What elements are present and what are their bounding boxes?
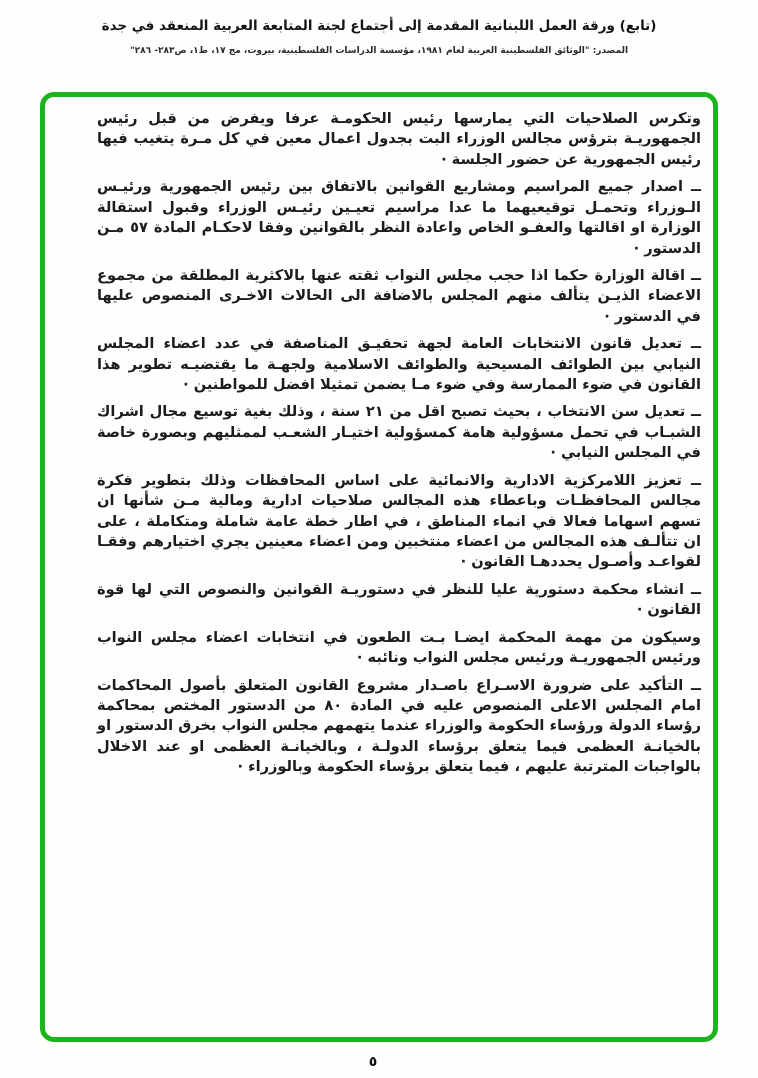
- paragraphs-container: [97, 109, 701, 778]
- paragraph: وتكرس الصلاحيات التي يمارسها رئيس الحكومـة عرفا ويفرض من قبل رئيس الجمهوريـة بترؤس مجالس الوزراء البت بجدول اعمال معين في كل مـرة يتغيب فيها رئيس الجمهورية عن حضور الجلسة ·: [97, 110, 701, 168]
- document-header: [0, 0, 758, 56]
- source-citation: المصدر: "الوثائق الفلسطينية العربية لعام ١٩٨١، مؤسسة الدراسات الفلسطينية، بيروت، مج ١٧، ط١، ص٢٨٣- ٢٨٦": [129, 46, 629, 56]
- paragraph: ــ تعزيز اللامركزية الادارية والانمائية على اساس المحافظات وذلك بتطوير فكرة مجالس المحافظـات وباعطاء هذه المجالس صلاحيات ادارية ومالية مـن شأنها ان تسهم اسهاما فعالا في انماء المناطق ، في اطار خطة عامة شاملة ومتكاملة ، على ان تتألـف هذه المجالس من اعضاء منتخبين ومن اعضاء معينين يجري اختيارهم وفقـا لقواعـد وأصـول يحددهـا القانون ·: [97, 471, 701, 571]
- page-title: (تابع) ورقة العمل اللبنانية المقدمة إلى أجتماع لجنة المتابعة العربية المنعقد في جدة: [101, 18, 657, 34]
- paragraph: ــ اصدار جميع المراسيم ومشاريع القوانين بالاتفاق بين رئيس الجمهورية ورئيـس الـوزراء وتحمـل توقيعيهما ما عدا مراسيم تعيـين رئيـس الوزراء وقبول استقالة الوزارة او اقالتها والعفـو الخاص واعادة النظر بالقوانين وفقا لاحكـام المادة ٥٧ مـن الدستور ·: [97, 178, 701, 257]
- page-number: ٥: [368, 1054, 378, 1070]
- paragraph: ــ التأكيد على ضرورة الاسـراع باصـدار مشروع القانون المتعلق بأصول المحاكمات امام المجلس الاعلى المنصوص عليه في المادة ٨٠ من الدستور المختص بمحاكمة رؤساء الدولة ورؤساء الحكومة والوزراء عندما يتهمهم مجلس النواب بخرق الدستور او بالخيانـة العظمى فيما يتعلق برؤساء الدولـة ، وبالخيانـة العظمى او عند الاخلال بالواجبات المترتبة عليهم ، فيما يتعلق برؤساء الحكومة وبالوزراء ·: [97, 676, 701, 776]
- paragraph: وسيكون من مهمة المحكمة ايضـا بـت الطعون في انتخابات اعضاء مجلس النواب ورئيس الجمهوريـة ورئيس مجلس النواب ونائبه ·: [97, 628, 701, 667]
- paragraph: ــ اقالة الوزارة حكما اذا حجب مجلس النواب ثقته عنها بالاكثرية المطلقة من مجموع الاعضاء الذيـن يتألف منهم المجلس بالاضافة الى الحالات الاخـرى المنصوص عليها في الدستور ·: [97, 266, 701, 325]
- paragraph: ــ انشاء محكمة دستورية عليا للنظر في دستوريـة القوانين والنصوص التي لها قوة القانون ·: [97, 580, 701, 619]
- document-text-frame: [40, 92, 718, 1042]
- paragraph: ــ تعديل قانون الانتخابات العامة لجهة تحقيـق المناصفة في عدد اعضاء المجلس النيابي بين الطوائف المسيحية والطوائف الاسلامية ولجهـة ما يقتضيـه تطوير هذا القانون في ضوء الممارسة وفي ضوء مـا يضمن تمثيلا افضل للمواطنين ·: [97, 335, 701, 394]
- paragraph: ــ تعديل سن الانتخاب ، بحيث تصبح اقل من ٢١ سنة ، وذلك بغية توسيع مجال اشراك الشبـاب في تحمل مسؤولية هامة كمسؤولية اختيـار الشعـب لممثليهم وبصورة خاصة في المجلس النيابي ·: [97, 403, 701, 462]
